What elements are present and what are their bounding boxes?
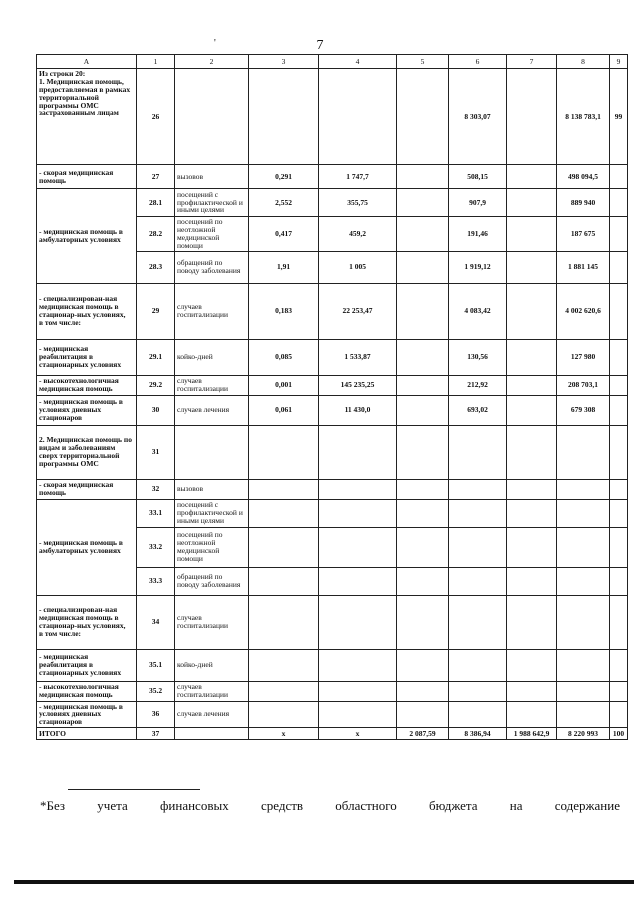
header-cell: 6 [449, 55, 507, 69]
unit-cell: случаев лечения [175, 395, 249, 425]
value-cell [249, 701, 319, 728]
value-cell [557, 479, 610, 499]
value-cell [507, 283, 557, 339]
value-cell [449, 479, 507, 499]
row-label-cell: - медицинская помощь в амбулаторных условиях [37, 499, 137, 595]
value-cell [557, 701, 610, 728]
value-cell [249, 567, 319, 595]
value-cell [610, 283, 628, 339]
row-label-cell: ИТОГО [37, 728, 137, 740]
header-cell: 4 [319, 55, 397, 69]
value-cell [249, 479, 319, 499]
value-cell [249, 649, 319, 681]
value-cell [319, 499, 397, 527]
value-cell: 2 087,59 [397, 728, 449, 740]
value-cell [397, 69, 449, 165]
value-cell [557, 425, 610, 479]
value-cell [319, 681, 397, 701]
unit-cell: обращений по поводу заболевания [175, 567, 249, 595]
value-cell [507, 701, 557, 728]
value-cell [449, 567, 507, 595]
value-cell: 1,91 [249, 251, 319, 283]
row-label-cell: - скорая медицинская помощь [37, 479, 137, 499]
value-cell [507, 649, 557, 681]
value-cell [610, 217, 628, 252]
value-cell [557, 595, 610, 649]
value-cell: 100 [610, 728, 628, 740]
table-row [37, 189, 628, 217]
table-row [37, 339, 628, 375]
value-cell [397, 701, 449, 728]
value-cell: 130,56 [449, 339, 507, 375]
value-cell: 127 980 [557, 339, 610, 375]
row-number-cell: 32 [137, 479, 175, 499]
unit-cell: посещений с профилактической и иными целями [175, 499, 249, 527]
footnote: *Без учета финансовых средств областного бюджета на содержание [40, 798, 620, 813]
unit-cell: койко-дней [175, 649, 249, 681]
value-cell: 1 005 [319, 251, 397, 283]
value-cell: х [319, 728, 397, 740]
table-row [37, 375, 628, 395]
value-cell: 208 703,1 [557, 375, 610, 395]
header-cell: 7 [507, 55, 557, 69]
header-cell: 8 [557, 55, 610, 69]
value-cell: 0,291 [249, 165, 319, 189]
row-number-cell: 28.2 [137, 217, 175, 252]
value-cell [449, 425, 507, 479]
value-cell [319, 595, 397, 649]
page-number: 7 [316, 38, 324, 53]
value-cell [610, 567, 628, 595]
value-cell: 0,417 [249, 217, 319, 252]
financing-table [36, 54, 628, 740]
value-cell [507, 69, 557, 165]
unit-cell [175, 728, 249, 740]
value-cell [319, 701, 397, 728]
value-cell: 1 533,87 [319, 339, 397, 375]
row-label-cell: - медицинская помощь в условиях дневных стационаров [37, 701, 137, 728]
unit-cell: вызовов [175, 479, 249, 499]
row-number-cell: 28.3 [137, 251, 175, 283]
unit-cell: посещений с профилактической и иными целями [175, 189, 249, 217]
value-cell: 679 308 [557, 395, 610, 425]
value-cell [249, 681, 319, 701]
value-cell: 1 919,12 [449, 251, 507, 283]
footnote-rule [68, 789, 200, 790]
row-label-cell: - медицинская реабилитация в стационарных условиях [37, 649, 137, 681]
value-cell [319, 479, 397, 499]
value-cell [507, 479, 557, 499]
value-cell [449, 681, 507, 701]
table-row [37, 69, 628, 165]
value-cell [319, 69, 397, 165]
unit-cell: посещений по неотложной медицинской помощи [175, 527, 249, 567]
value-cell [397, 595, 449, 649]
value-cell: 498 094,5 [557, 165, 610, 189]
row-label-cell: - медицинская помощь в амбулаторных условиях [37, 189, 137, 284]
header-cell: А [37, 55, 137, 69]
row-label-cell: - медицинская реабилитация в стационарных условиях [37, 339, 137, 375]
value-cell: 8 220 993 [557, 728, 610, 740]
row-label-cell: - скорая медицинская помощь [37, 165, 137, 189]
value-cell: 11 430,0 [319, 395, 397, 425]
value-cell [610, 701, 628, 728]
value-cell [610, 595, 628, 649]
value-cell: 99 [610, 69, 628, 165]
value-cell: 508,15 [449, 165, 507, 189]
unit-cell: случаев госпитализации [175, 681, 249, 701]
value-cell [507, 375, 557, 395]
table-row [37, 649, 628, 681]
unit-cell: вызовов [175, 165, 249, 189]
value-cell [449, 701, 507, 728]
table-row [37, 283, 628, 339]
value-cell: 1 988 642,9 [507, 728, 557, 740]
row-number-cell: 28.1 [137, 189, 175, 217]
value-cell [249, 527, 319, 567]
header-cell: 3 [249, 55, 319, 69]
value-cell [507, 595, 557, 649]
row-label-cell: Из строки 20: 1. Медицинская помощь, предоставляемая в рамках территориальной программы ОМС застрахованным лицам [37, 69, 137, 165]
value-cell: 4 083,42 [449, 283, 507, 339]
value-cell: 4 002 620,6 [557, 283, 610, 339]
value-cell [397, 425, 449, 479]
unit-cell: посещений по неотложной медицинской помощи [175, 217, 249, 252]
row-number-cell: 34 [137, 595, 175, 649]
value-cell [397, 649, 449, 681]
value-cell [557, 567, 610, 595]
header-row [37, 55, 628, 69]
row-number-cell: 27 [137, 165, 175, 189]
header-cell: 5 [397, 55, 449, 69]
table-row [37, 701, 628, 728]
value-cell [610, 479, 628, 499]
header-cell: 2 [175, 55, 249, 69]
value-cell [610, 499, 628, 527]
value-cell [397, 527, 449, 567]
value-cell [610, 375, 628, 395]
value-cell [397, 165, 449, 189]
value-cell: 355,75 [319, 189, 397, 217]
value-cell [449, 595, 507, 649]
value-cell [557, 499, 610, 527]
row-number-cell: 33.2 [137, 527, 175, 567]
value-cell [610, 649, 628, 681]
row-label-cell: - специализирован-ная медицинская помощь в стационар-ных условиях, в том числе: [37, 283, 137, 339]
value-cell [610, 251, 628, 283]
unit-cell: обращений по поводу заболевания [175, 251, 249, 283]
row-number-cell: 33.1 [137, 499, 175, 527]
value-cell: 2,552 [249, 189, 319, 217]
table-row [37, 681, 628, 701]
value-cell: 1 747,7 [319, 165, 397, 189]
bottom-bar [14, 880, 634, 884]
value-cell: 0,001 [249, 375, 319, 395]
value-cell [397, 375, 449, 395]
value-cell: х [249, 728, 319, 740]
value-cell [610, 165, 628, 189]
table-row [37, 595, 628, 649]
value-cell: 693,02 [449, 395, 507, 425]
unit-cell: случаев госпитализации [175, 283, 249, 339]
value-cell [319, 425, 397, 479]
value-cell: 0,085 [249, 339, 319, 375]
value-cell [319, 567, 397, 595]
value-cell [319, 649, 397, 681]
value-cell: 0,061 [249, 395, 319, 425]
table-row [37, 479, 628, 499]
value-cell [507, 189, 557, 217]
row-number-cell: 30 [137, 395, 175, 425]
header-cell: 1 [137, 55, 175, 69]
value-cell [397, 283, 449, 339]
value-cell [449, 499, 507, 527]
value-cell [507, 567, 557, 595]
row-number-cell: 29.1 [137, 339, 175, 375]
value-cell [397, 681, 449, 701]
value-cell: 212,92 [449, 375, 507, 395]
value-cell: 459,2 [319, 217, 397, 252]
value-cell [249, 425, 319, 479]
value-cell [397, 251, 449, 283]
value-cell [449, 527, 507, 567]
table-row [37, 395, 628, 425]
value-cell: 8 386,94 [449, 728, 507, 740]
value-cell [397, 217, 449, 252]
row-number-cell: 37 [137, 728, 175, 740]
value-cell: 1 881 145 [557, 251, 610, 283]
value-cell [249, 69, 319, 165]
unit-cell: случаев госпитализации [175, 595, 249, 649]
value-cell [507, 165, 557, 189]
value-cell: 191,46 [449, 217, 507, 252]
value-cell: 22 253,47 [319, 283, 397, 339]
value-cell [610, 339, 628, 375]
row-number-cell: 36 [137, 701, 175, 728]
row-number-cell: 35.2 [137, 681, 175, 701]
value-cell [557, 649, 610, 681]
row-number-cell: 35.1 [137, 649, 175, 681]
row-label-cell: - медицинская помощь в условиях дневных стационаров [37, 395, 137, 425]
value-cell [249, 595, 319, 649]
unit-cell [175, 425, 249, 479]
value-cell [397, 499, 449, 527]
unit-cell [175, 69, 249, 165]
value-cell [557, 527, 610, 567]
table-row [37, 499, 628, 527]
row-number-cell: 29 [137, 283, 175, 339]
value-cell [507, 527, 557, 567]
unit-cell: случаев госпитализации [175, 375, 249, 395]
value-cell [507, 681, 557, 701]
row-label-cell: 2. Медицинская помощь по видам и заболеваниям сверх территориальной программы ОМС [37, 425, 137, 479]
stray-mark: ' [214, 38, 216, 49]
value-cell [610, 527, 628, 567]
value-cell [249, 499, 319, 527]
value-cell [397, 339, 449, 375]
table-row [37, 728, 628, 740]
unit-cell: койко-дней [175, 339, 249, 375]
value-cell [507, 395, 557, 425]
row-number-cell: 29.2 [137, 375, 175, 395]
value-cell [507, 251, 557, 283]
unit-cell: случаев лечения [175, 701, 249, 728]
value-cell [397, 479, 449, 499]
value-cell [397, 395, 449, 425]
table-row [37, 425, 628, 479]
table-row [37, 165, 628, 189]
value-cell: 907,9 [449, 189, 507, 217]
row-label-cell: - специализирован-ная медицинская помощь в стационар-ных условиях, в том числе: [37, 595, 137, 649]
value-cell [397, 567, 449, 595]
value-cell [610, 425, 628, 479]
value-cell: 0,183 [249, 283, 319, 339]
value-cell [507, 499, 557, 527]
value-cell [449, 649, 507, 681]
value-cell [507, 339, 557, 375]
value-cell [610, 189, 628, 217]
value-cell [610, 395, 628, 425]
row-number-cell: 26 [137, 69, 175, 165]
value-cell [507, 217, 557, 252]
value-cell: 145 235,25 [319, 375, 397, 395]
row-label-cell: - высокотехнологичная медицинская помощь [37, 681, 137, 701]
row-label-cell: - высокотехнологичная медицинская помощь [37, 375, 137, 395]
row-number-cell: 33.3 [137, 567, 175, 595]
value-cell [507, 425, 557, 479]
value-cell: 187 675 [557, 217, 610, 252]
value-cell [557, 681, 610, 701]
value-cell [610, 681, 628, 701]
value-cell [319, 527, 397, 567]
value-cell [397, 189, 449, 217]
row-number-cell: 31 [137, 425, 175, 479]
header-cell: 9 [610, 55, 628, 69]
value-cell: 8 138 783,1 [557, 69, 610, 165]
value-cell: 8 303,07 [449, 69, 507, 165]
value-cell: 889 940 [557, 189, 610, 217]
